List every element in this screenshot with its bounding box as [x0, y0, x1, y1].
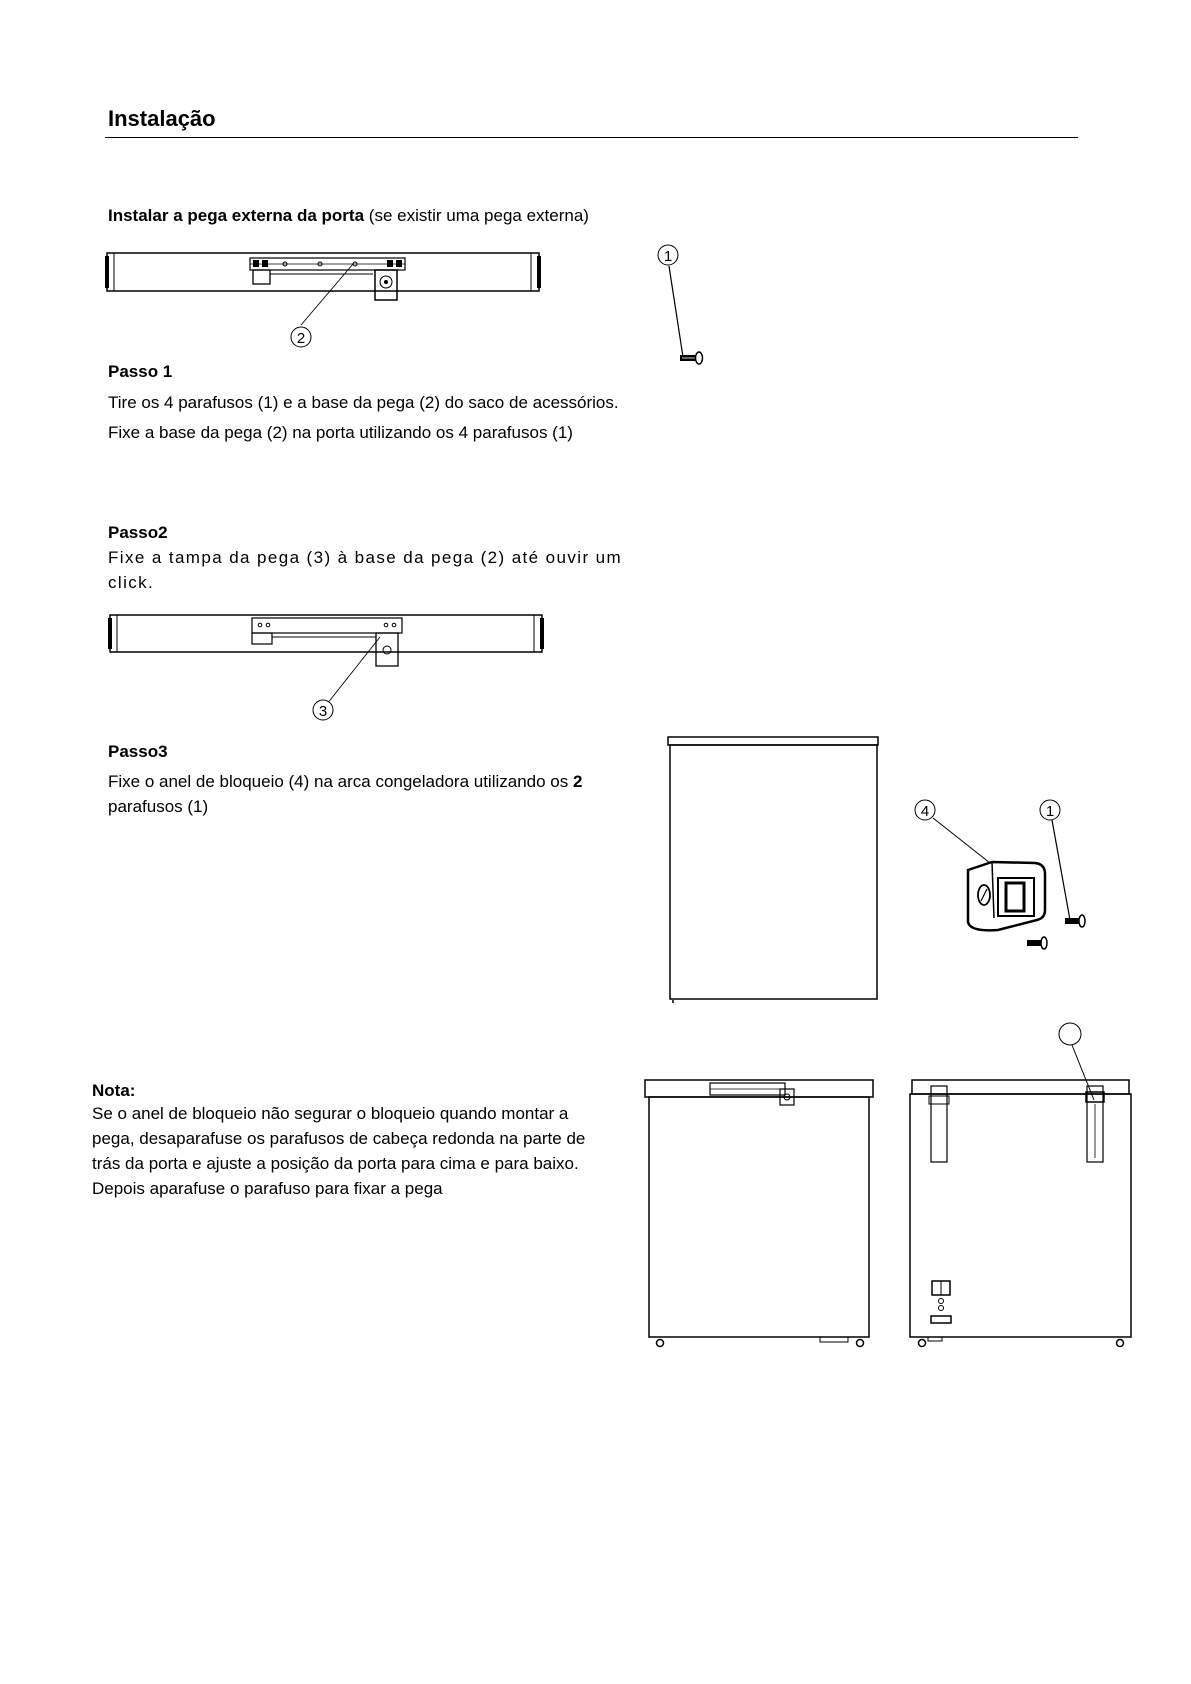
note-line-4: Depois aparafuse o parafuso para fixar a pega — [92, 1179, 443, 1198]
step-1-title: Passo 1 — [108, 362, 173, 381]
callout-3-label: 3 — [318, 703, 328, 720]
step-3-text-before: Fixe o anel de bloqueio (4) na arca congeladora utilizando os — [108, 772, 569, 791]
blank-callout — [1059, 1023, 1081, 1045]
section-heading — [108, 203, 589, 228]
handle-cover-figure — [108, 610, 548, 720]
freezer-front-figure — [640, 1075, 880, 1355]
callout-2-label: 2 — [296, 330, 306, 347]
callout-1b-label: 1 — [1045, 803, 1055, 820]
section-heading-normal: (se existir uma pega externa) — [368, 206, 589, 225]
handle-base-figure — [105, 248, 545, 353]
step-1-line-1: Tire os 4 parafusos (1) e a base da pega (2) do saco de acessórios. — [108, 393, 619, 412]
step-3-text — [108, 769, 668, 819]
step-3-text-bold: 2 — [572, 772, 583, 791]
callout-1-label: 1 — [663, 248, 673, 265]
title-divider — [105, 137, 1078, 138]
note-line-1: Se o anel de bloqueio não segurar o bloqueio quando montar a — [92, 1104, 569, 1123]
callout-4-label: 4 — [920, 803, 930, 820]
step-2-title: Passo2 — [108, 523, 168, 542]
section-heading-bold: Instalar a pega externa da porta — [108, 206, 365, 225]
screw-figure-1 — [655, 242, 715, 377]
freezer-back-figure — [900, 1020, 1140, 1360]
note-line-3: trás da porta e ajuste a posição da porta para cima e para baixo. — [92, 1154, 579, 1173]
step-2-line-2: click. — [108, 573, 155, 592]
lock-ring-figure — [900, 790, 1100, 970]
note-line-2: pega, desaparafuse os parafusos de cabeça redonda na parte de — [92, 1129, 586, 1148]
step-3-text-after: parafusos (1) — [108, 797, 209, 816]
step-2-line-1: Fixe a tampa da pega (3) à base da pega (2) até ouvir um — [108, 548, 623, 567]
note-title: Nota: — [92, 1081, 136, 1100]
page-title: Instalação — [108, 106, 216, 131]
step-1-line-2: Fixe a base da pega (2) na porta utilizando os 4 parafusos (1) — [108, 423, 573, 442]
step-3-title: Passo3 — [108, 742, 168, 761]
freezer-door-figure — [665, 735, 885, 1005]
